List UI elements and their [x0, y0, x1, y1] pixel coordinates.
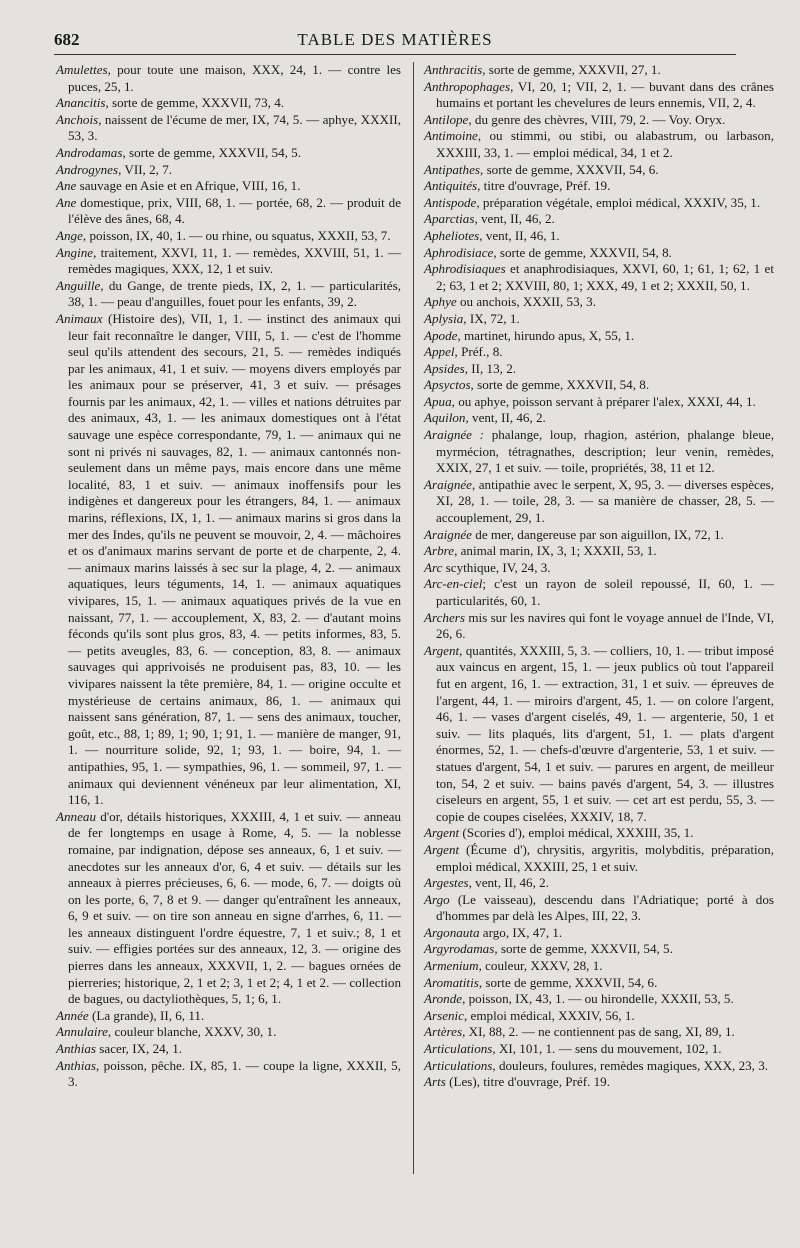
- index-references: , sorte de gemme, XXXVII, 54, 5.: [122, 144, 301, 160]
- index-references: , couleur, XXXV, 28, 1.: [478, 958, 603, 974]
- index-term: Apheliotes: [424, 227, 480, 243]
- index-references: domestique, prix, VIII, 68, 1. — portée, 68, 2. — produit de l'élève des ânes, 68, 4.: [68, 194, 401, 227]
- index-references: , martinet, hirundo apus, X, 55, 1.: [457, 327, 635, 343]
- index-entry: [424, 975, 774, 992]
- index-term: Aquilon: [424, 410, 466, 426]
- index-references: (Le vaisseau), descendu dans l'Adriatique; porté à dos d'hommes par delà les Alpes, III, 22, 3.: [436, 891, 774, 924]
- index-term: Anthias: [56, 1057, 97, 1073]
- index-references: scythique, IV, 24, 3.: [442, 559, 551, 575]
- index-references: sauvage en Asie et en Afrique, VIII, 16, 1.: [76, 178, 301, 194]
- index-entry: [424, 1041, 774, 1058]
- index-references: , VII, 2, 7.: [118, 161, 173, 177]
- index-term: Anneau: [56, 808, 96, 824]
- index-references: de mer, dangereuse par son aiguillon, IX, 72, 1.: [472, 526, 724, 542]
- index-entry: [424, 228, 774, 245]
- index-references: (Les), titre d'ouvrage, Préf. 19.: [445, 1074, 610, 1090]
- index-term: Arsenic: [424, 1007, 464, 1023]
- index-term: Ane: [56, 178, 77, 194]
- index-entry: [56, 195, 401, 228]
- index-term: Argent: [424, 841, 460, 857]
- index-term: Argent: [424, 642, 460, 658]
- page-number: 682: [54, 30, 80, 49]
- index-entry: [424, 543, 774, 560]
- index-entry: [424, 344, 774, 361]
- index-entry: [424, 958, 774, 975]
- index-term: Aromatitis: [424, 974, 479, 990]
- index-references: , sorte de gemme, XXXVII, 54, 6.: [480, 161, 659, 177]
- index-entry: [424, 245, 774, 262]
- index-term: Apsides: [424, 360, 465, 376]
- index-entry: [56, 162, 401, 179]
- index-references: , emploi médical, XXXIV, 56, 1.: [464, 1007, 635, 1023]
- index-references: phalange, loup, rhagion, astérion, phalange bleue, myrmécion, tétragnathes, description; leur venin, remèdes, XXIX, 27, 1 et suiv. — toile, propriétés, 38, 11 et 12.: [436, 427, 774, 476]
- index-entry: [424, 991, 774, 1008]
- index-term: Arbre: [424, 543, 455, 559]
- index-references: , XI, 88, 2. — ne contiennent pas de sang, XI, 89, 1.: [462, 1024, 735, 1040]
- index-term: Aronde: [424, 991, 463, 1007]
- index-references: , poisson, pêche. IX, 85, 1. — coupe la ligne, XXXII, 5, 3.: [68, 1057, 401, 1090]
- index-entry: [424, 112, 774, 129]
- index-column-left: [56, 62, 401, 1091]
- index-references: , VI, 20, 1; VII, 2, 1. — buvant dans des crânes humains et portant les chevelures de leurs ennemis, VII, 2, 4.: [436, 78, 774, 111]
- index-references: , poisson, IX, 43, 1. — ou hirondelle, XXXII, 53, 5.: [462, 991, 734, 1007]
- index-term: Antilope: [424, 111, 469, 127]
- index-term: Argent: [424, 825, 460, 841]
- index-references: , poisson, IX, 40, 1. — ou rhine, ou squatus, XXXII, 53, 7.: [82, 227, 391, 243]
- index-references: , quantités, XXXIII, 5, 3. — colliers, 10, 1. — tribut imposé aux vaincus en argent, 15, 1. — jeux publics où tout l'appareil fut en argent, 16, 1. — extraction, 31, 1 et suiv. — épreuves de l'argent, 44, 1. — miroirs d'argent, 45, 1. — on colore l'argent, 46, 1. — vases d'argent ciselés, 49, 1. — argenterie, 50, 1 et suiv. — lits plaqués, lits d'argent, 51, 1. — plats d'argent énormes, 52, 1. — chefs-d'œuvre d'argenterie, 53, 1 et suiv. — statues d'argent, 54, 1 et suiv. — parures en argent, de meilleur ton, 54, 2 et suiv. — bains pavés d'argent, 54, 3. — illustres ciseleurs en argent, 55, 1 et suiv. — cet art est perdu, 55, 3. — copie de coupes ciselées, XXXIV, 18, 7.: [436, 642, 774, 824]
- index-entry: [56, 809, 401, 1008]
- index-term: Anchois: [56, 111, 99, 127]
- index-references: , sorte de gemme, XXXVII, 54, 6.: [478, 974, 658, 990]
- column-divider: [413, 62, 414, 1174]
- index-term: Argonauta: [424, 924, 480, 940]
- index-references: , animal marin, IX, 3, 1; XXXII, 53, 1.: [454, 543, 657, 559]
- index-term: Artères: [424, 1024, 463, 1040]
- index-entry: [424, 892, 774, 925]
- index-references: , Préf., 8.: [454, 344, 503, 360]
- index-entry: [56, 245, 401, 278]
- index-entry: [424, 941, 774, 958]
- index-term: Aparctias: [424, 211, 475, 227]
- index-term: Araignée: [424, 476, 472, 492]
- index-entry: [424, 875, 774, 892]
- index-term: Argyrodamas: [424, 941, 495, 957]
- index-references: , sorte de gemme, XXXVII, 54, 8.: [470, 377, 650, 393]
- index-term: Angine: [56, 244, 94, 260]
- running-title: TABLE DES MATIÈRES: [297, 30, 493, 49]
- index-term: Aphrodisiace: [424, 244, 494, 260]
- index-entry: [424, 178, 774, 195]
- index-term: Animaux: [56, 310, 103, 326]
- index-references: (Écume d'), chrysitis, argyritis, molybditis, préparation, emploi médical, XXXIII, 25, 1 et suiv.: [436, 841, 774, 874]
- index-references: , traitement, XXVI, 11, 1. — remèdes, XXVIII, 51, 1. — remèdes magiques, XXX, 12, 1 et suiv.: [68, 244, 401, 277]
- index-entry: [424, 410, 774, 427]
- index-column-right: [424, 62, 774, 1091]
- index-entry: [424, 527, 774, 544]
- index-references: (La grande), II, 6, 11.: [88, 1007, 205, 1023]
- index-entry: [56, 112, 401, 145]
- index-term: Araignée :: [424, 427, 485, 443]
- index-term: Articulations: [424, 1057, 493, 1073]
- index-references: (Histoire des), VII, 1, 1. — instinct des animaux qui leur fait reconnaître le danger, VIII, 5, 1. — c'est de l'homme seul qu'ils attendent des secours, 21, 5. — remèdes indiqués par les animaux, 41, 1 et suiv. — moyens divers employés par les animaux pour se préserver, 41, 3 et suiv. — présages fournis par les animaux, 42, 1. — villes et nations détruites par des animaux, 43, 1. — les animaux domestiques ont à l'état sauvage une espèce correspondante, 79, 1. — animaux qui ne sont ni privés ni sauvages, 82, 1. — animaux cantonnés non-seulement dans un même pays, mais encore dans une même localité, 83, 1 et suiv. — animaux inoffensifs pour les indigènes et dangereux pour les étrangers, 84, 1. — animaux marins, réflexions, IX, 1, 1. — animaux marins si gros dans la mer des Indes, qu'ils ne peuvent se mouvoir, 2, 4. — mâchoires et os d'animaux marins servant de porte et de charpente, 2, 4. — animaux marins laissés à sec sur la plage, 4, 2. — animaux aquatiques, leurs téguments, 14, 1. — animaux aquatiques vivipares, 15, 1. — animaux aquatiques privés de la vue en naissant, 77, 1. — accouplement, X, 83, 2. — d'autant moins féconds qu'ils sont plus gros, 83, 4. — petits informes, 83, 5. — petits aveugles, 83, 6. — conception, 83, 8. — animaux sauvages qui apprivoisés ne produisent pas, 83, 10. — les vivipares naissent la tête première, 84, 1. — origine occulte et mystérieuse de certains animaux, 86, 1. — animaux qui naissent sans génération, 87, 1. — sens des animaux, toucher, goût, etc., 88, 1; 89, 1; 90, 1; 91, 1. — manière de manger, 91, 1. — nourriture solide, 92, 1; 93, 1. — boire, 94, 1. — antipathies, 95, 1. — sympathies, 96, 1. — sommeil, 97, 1. — animaux qui deviennent vénéneux par leur alimentation, XI, 116, 1.: [68, 310, 401, 808]
- index-entry: [56, 62, 401, 95]
- index-references: , vent, II, 46, 2.: [474, 211, 555, 227]
- index-references: , antipathie avec le serpent, X, 95, 3. — diverses espèces, XI, 28, 1. — toile, 28, 3. — sa manière de chasser, 28, 5. — accouplement, 29, 1.: [436, 476, 774, 526]
- index-references: , sorte de gemme, XXXVII, 73, 4.: [105, 95, 285, 111]
- index-term: Ane: [56, 194, 77, 210]
- index-term: Arts: [424, 1074, 446, 1090]
- index-references: , titre d'ouvrage, Préf. 19.: [477, 178, 611, 194]
- index-entry: [56, 145, 401, 162]
- index-term: Anthracitis: [424, 62, 483, 77]
- index-term: Antimoine: [424, 128, 478, 144]
- index-references: et anaphrodisiaques, XXVI, 60, 1; 61, 1; 62, 1 et 2; 63, 1 et 2; XXVIII, 80, 1; XXX, 49, 1 et 2; XXXII, 50, 1.: [436, 261, 774, 293]
- index-references: , vent, II, 46, 1.: [479, 227, 560, 243]
- index-references: , vent, II, 46, 2.: [465, 410, 546, 426]
- index-references: , douleurs, foulures, remèdes magiques, XXX, 23, 3.: [492, 1057, 769, 1073]
- index-entry: [424, 1008, 774, 1025]
- index-entry: [424, 1074, 774, 1091]
- index-term: Appel: [424, 344, 455, 360]
- index-term: Anancitis: [56, 95, 106, 111]
- index-references: , sorte de gemme, XXXVII, 54, 8.: [493, 244, 672, 260]
- index-entry: [424, 1058, 774, 1075]
- index-term: Apsyctos: [424, 377, 471, 393]
- index-entry: [56, 1024, 401, 1041]
- index-entry: [424, 394, 774, 411]
- index-entry: [56, 311, 401, 809]
- index-term: Androgynes: [56, 161, 119, 177]
- index-term: Aphye: [424, 294, 457, 310]
- index-references: d'or, détails historiques, XXXIII, 4, 1 et suiv. — anneau de fer longtemps en usage à Rome, 4, 5. — la noblesse romaine, par indignation, dépose ses anneaux, 6, 1 et suiv. — anecdotes sur les anneaux d'or, 6, 4 et suiv. — détails sur les anneaux à pierres précieuses, 6, 6. — mode, 6, 7. — doigts où on les porte, 6, 7, 8 et 9. — danger qu'entraînent les anneaux, 6, 9 et suiv. — on tire son anneau en signe d'arrhes, 6, 11. — les anneaux distinguent l'ordre équestre, 7, 1 et suiv.; 8, 1 et suiv. — effigies portées sur des anneaux, 12, 3. — origine des pierres dans les anneaux, XXXVII, 1, 2. — bagues ornées de pierreries; historique, 2, 1 et 2; 3, 1 et 2; 4, 1 et 2. — collection de bagues, ou dactyliothèques, 5, 1; 6, 1.: [68, 808, 401, 1007]
- index-references: , naissent de l'écume de mer, IX, 74, 5. — aphye, XXXII, 53, 3.: [68, 111, 401, 144]
- index-entry: [424, 211, 774, 228]
- index-entry: [56, 1008, 401, 1025]
- index-entry: [56, 95, 401, 112]
- index-term: Androdamas: [56, 144, 123, 160]
- index-references: , couleur blanche, XXXV, 30, 1.: [107, 1024, 277, 1040]
- index-entry: [424, 1024, 774, 1041]
- index-term: Aplysia: [424, 310, 464, 326]
- index-references: , ou aphye, poisson servant à préparer l'alex, XXXI, 44, 1.: [451, 393, 756, 409]
- index-entry: [424, 328, 774, 345]
- index-entry: [424, 128, 774, 161]
- index-references: sacer, IX, 24, 1.: [96, 1041, 183, 1057]
- index-term: Araignée: [424, 526, 472, 542]
- index-term: Aphrodisiaques: [424, 261, 506, 277]
- index-term: Anthias: [56, 1041, 97, 1057]
- index-entry: [56, 1058, 401, 1091]
- index-references: ou anchois, XXXII, 53, 3.: [456, 294, 596, 310]
- index-term: Antipathes: [424, 161, 481, 177]
- index-references: , pour toute une maison, XXX, 24, 1. — contre les puces, 25, 1.: [68, 62, 401, 94]
- index-term: Anguille: [56, 277, 101, 293]
- index-references: ; c'est un rayon de soleil repoussé, II, 60, 1. — particularités, 60, 1.: [436, 576, 774, 608]
- index-entry: [424, 294, 774, 311]
- index-term: Arc: [424, 559, 443, 575]
- index-term: Antiquités: [424, 178, 478, 194]
- index-entry: [424, 560, 774, 577]
- index-term: Articulations: [424, 1041, 493, 1057]
- index-entry: [424, 195, 774, 212]
- index-entry: [424, 576, 774, 609]
- index-references: argo, IX, 47, 1.: [479, 924, 563, 940]
- page-header: [54, 30, 736, 55]
- index-term: Argo: [424, 891, 450, 907]
- index-references: , XI, 101, 1. — sens du mouvement, 102, 1.: [492, 1041, 722, 1057]
- index-term: Antispode: [424, 194, 477, 210]
- index-entry: [424, 427, 774, 477]
- index-entry: [424, 311, 774, 328]
- index-term: Ange: [56, 227, 83, 243]
- index-entry: [424, 610, 774, 643]
- index-entry: [424, 162, 774, 179]
- index-entry: [424, 825, 774, 842]
- index-entry: [56, 278, 401, 311]
- index-references: , II, 13, 2.: [464, 360, 517, 376]
- index-references: , vent, II, 46, 2.: [468, 875, 549, 891]
- index-entry: [424, 643, 774, 826]
- index-entry: [424, 361, 774, 378]
- index-references: , du genre des chèvres, VIII, 79, 2. — Voy. Oryx.: [468, 111, 726, 127]
- index-references: mis sur les navires qui font le voyage annuel de l'Inde, VI, 26, 6.: [436, 609, 774, 642]
- index-term: Arc-en-ciel: [424, 576, 483, 592]
- index-term: Apode: [424, 327, 458, 343]
- index-term: Amulettes: [56, 62, 108, 77]
- index-entry: [424, 62, 774, 79]
- index-references: (Scories d'), emploi médical, XXXIII, 35, 1.: [459, 825, 694, 841]
- index-entry: [424, 79, 774, 112]
- index-term: Année: [56, 1007, 89, 1023]
- index-term: Argestes: [424, 875, 469, 891]
- index-entry: [424, 925, 774, 942]
- index-references: , du Gange, de trente pieds, IX, 2, 1. — particularités, 38, 1. — peau d'anguilles, fouet pour les enfants, 39, 2.: [68, 277, 401, 310]
- index-entry: [424, 261, 774, 294]
- index-entry: [424, 842, 774, 875]
- index-references: , sorte de gemme, XXXVII, 54, 5.: [494, 941, 673, 957]
- index-term: Armenium: [424, 958, 479, 974]
- index-entry: [424, 377, 774, 394]
- index-term: Apua: [424, 393, 452, 409]
- index-entry: [424, 477, 774, 527]
- index-references: , préparation végétale, emploi médical, XXXIV, 35, 1.: [476, 194, 761, 210]
- index-term: Annulaire: [56, 1024, 108, 1040]
- index-entry: [56, 1041, 401, 1058]
- index-references: , sorte de gemme, XXXVII, 27, 1.: [482, 62, 661, 77]
- index-references: , IX, 72, 1.: [463, 310, 520, 326]
- index-entry: [56, 228, 401, 245]
- index-term: Archers: [424, 609, 465, 625]
- index-references: , ou stimmi, ou stibi, ou alabastrum, ou larbason, XXXIII, 33, 1. — emploi médical, 34, 1 et 2.: [436, 128, 774, 160]
- index-term: Anthropophages: [424, 78, 511, 94]
- index-entry: [56, 178, 401, 195]
